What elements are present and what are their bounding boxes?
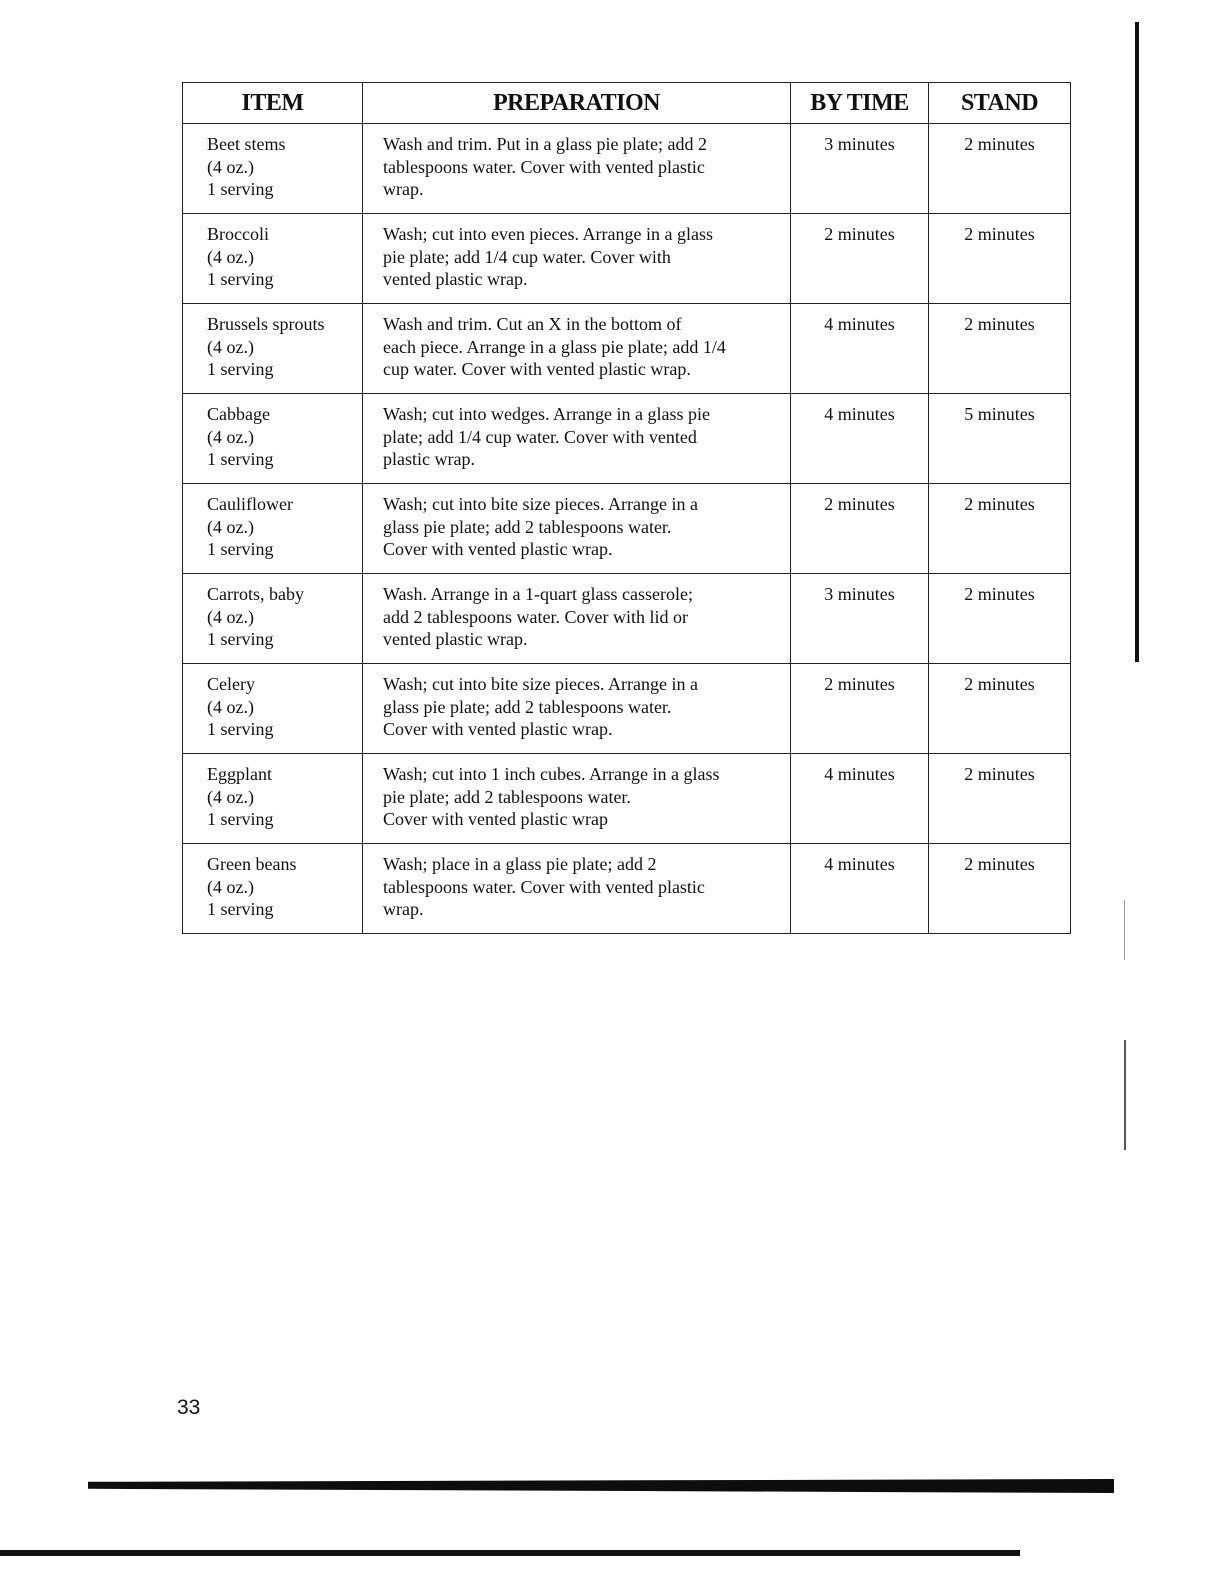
scan-edge-line xyxy=(1135,22,1139,662)
preparation-line: pie plate; add 2 tablespoons water. xyxy=(383,786,631,807)
item-line: (4 oz.) xyxy=(207,876,254,897)
scan-edge-line xyxy=(1124,1040,1126,1150)
header-preparation: PREPARATION xyxy=(363,83,791,124)
cell-preparation xyxy=(363,664,791,754)
preparation-line: Wash; cut into bite size pieces. Arrange in a xyxy=(383,674,698,694)
cell-item xyxy=(183,754,363,844)
item-line: Cabbage xyxy=(207,404,270,424)
cooking-table-container xyxy=(182,82,1070,934)
cell-by-time: 3 minutes xyxy=(791,124,929,214)
preparation-line: glass pie plate; add 2 tablespoons water. xyxy=(383,516,672,537)
preparation-line: vented plastic wrap. xyxy=(383,269,528,289)
preparation-line: wrap. xyxy=(383,179,424,199)
cell-preparation xyxy=(363,124,791,214)
cell-item xyxy=(183,214,363,304)
cell-by-time: 4 minutes xyxy=(791,304,929,394)
preparation-line: Cover with vented plastic wrap. xyxy=(383,539,613,559)
cell-item xyxy=(183,484,363,574)
header-stand: STAND xyxy=(929,83,1071,124)
item-line: (4 oz.) xyxy=(207,336,254,357)
cell-stand: 2 minutes xyxy=(929,574,1071,664)
cell-preparation xyxy=(363,844,791,934)
cell-stand: 2 minutes xyxy=(929,304,1071,394)
vegetable-cooking-table xyxy=(182,82,1071,934)
item-line: 1 serving xyxy=(207,719,274,739)
item-line: 1 serving xyxy=(207,359,274,379)
item-line: 1 serving xyxy=(207,449,274,469)
preparation-line: Wash; place in a glass pie plate; add 2 xyxy=(383,854,657,874)
item-line: 1 serving xyxy=(207,629,274,649)
cell-preparation xyxy=(363,574,791,664)
item-line: (4 oz.) xyxy=(207,246,254,267)
table-row xyxy=(183,124,1071,214)
item-line: Brussels sprouts xyxy=(207,314,325,334)
table-row xyxy=(183,754,1071,844)
preparation-line: Wash; cut into bite size pieces. Arrange in a xyxy=(383,494,698,514)
cell-stand: 2 minutes xyxy=(929,124,1071,214)
item-line: (4 oz.) xyxy=(207,516,254,537)
scan-edge-line xyxy=(1124,900,1125,960)
cell-stand: 2 minutes xyxy=(929,844,1071,934)
cell-preparation xyxy=(363,214,791,304)
header-item: ITEM xyxy=(183,83,363,124)
cell-stand: 2 minutes xyxy=(929,214,1071,304)
table-header-row xyxy=(183,83,1071,124)
page-number: 33 xyxy=(177,1396,201,1419)
table-row xyxy=(183,844,1071,934)
table-row xyxy=(183,394,1071,484)
preparation-line: plate; add 1/4 cup water. Cover with vented xyxy=(383,426,697,447)
preparation-line: Wash; cut into 1 inch cubes. Arrange in a glass xyxy=(383,764,720,784)
item-line: (4 oz.) xyxy=(207,156,254,177)
cell-item xyxy=(183,664,363,754)
item-line: (4 oz.) xyxy=(207,426,254,447)
table-row xyxy=(183,484,1071,574)
table-row xyxy=(183,214,1071,304)
preparation-line: wrap. xyxy=(383,899,424,919)
item-line: (4 oz.) xyxy=(207,696,254,717)
cell-stand: 2 minutes xyxy=(929,484,1071,574)
table-row xyxy=(183,574,1071,664)
scan-bottom-edge xyxy=(0,1550,1020,1556)
cell-item xyxy=(183,124,363,214)
preparation-line: plastic wrap. xyxy=(383,449,475,469)
cell-by-time: 3 minutes xyxy=(791,574,929,664)
item-line: 1 serving xyxy=(207,899,274,919)
preparation-line: tablespoons water. Cover with vented plastic xyxy=(383,876,705,897)
cell-stand: 2 minutes xyxy=(929,664,1071,754)
preparation-line: Cover with vented plastic wrap xyxy=(383,809,608,829)
preparation-line: vented plastic wrap. xyxy=(383,629,528,649)
cell-item xyxy=(183,574,363,664)
item-line: Celery xyxy=(207,674,255,694)
preparation-line: glass pie plate; add 2 tablespoons water. xyxy=(383,696,672,717)
preparation-line: Wash and trim. Cut an X in the bottom of xyxy=(383,314,682,334)
scan-bottom-bar xyxy=(88,1479,1114,1493)
item-line: Cauliflower xyxy=(207,494,293,514)
item-line: (4 oz.) xyxy=(207,606,254,627)
item-line: 1 serving xyxy=(207,269,274,289)
preparation-line: Wash. Arrange in a 1-quart glass casserole; xyxy=(383,584,693,604)
cell-item xyxy=(183,844,363,934)
cell-preparation xyxy=(363,394,791,484)
preparation-line: add 2 tablespoons water. Cover with lid or xyxy=(383,606,688,627)
item-line: 1 serving xyxy=(207,809,274,829)
item-line: Carrots, baby xyxy=(207,584,304,604)
preparation-line: pie plate; add 1/4 cup water. Cover with xyxy=(383,246,671,267)
preparation-line: Cover with vented plastic wrap. xyxy=(383,719,613,739)
preparation-line: Wash; cut into wedges. Arrange in a glass pie xyxy=(383,404,710,424)
cell-by-time: 4 minutes xyxy=(791,394,929,484)
preparation-line: cup water. Cover with vented plastic wrap. xyxy=(383,359,691,379)
table-row xyxy=(183,664,1071,754)
cell-item xyxy=(183,304,363,394)
cell-by-time: 4 minutes xyxy=(791,844,929,934)
cell-stand: 5 minutes xyxy=(929,394,1071,484)
preparation-line: Wash and trim. Put in a glass pie plate; add 2 xyxy=(383,134,707,154)
preparation-line: tablespoons water. Cover with vented plastic xyxy=(383,156,705,177)
cell-by-time: 2 minutes xyxy=(791,664,929,754)
cell-preparation xyxy=(363,754,791,844)
cell-preparation xyxy=(363,304,791,394)
header-by-time: BY TIME xyxy=(791,83,929,124)
item-line: (4 oz.) xyxy=(207,786,254,807)
cell-by-time: 2 minutes xyxy=(791,484,929,574)
item-line: 1 serving xyxy=(207,539,274,559)
item-line: Green beans xyxy=(207,854,297,874)
item-line: 1 serving xyxy=(207,179,274,199)
cell-by-time: 4 minutes xyxy=(791,754,929,844)
cell-item xyxy=(183,394,363,484)
item-line: Broccoli xyxy=(207,224,269,244)
cell-preparation xyxy=(363,484,791,574)
item-line: Eggplant xyxy=(207,764,272,784)
preparation-line: each piece. Arrange in a glass pie plate; add 1/4 xyxy=(383,336,726,357)
table-row xyxy=(183,304,1071,394)
cell-by-time: 2 minutes xyxy=(791,214,929,304)
item-line: Beet stems xyxy=(207,134,286,154)
preparation-line: Wash; cut into even pieces. Arrange in a glass xyxy=(383,224,713,244)
cell-stand: 2 minutes xyxy=(929,754,1071,844)
